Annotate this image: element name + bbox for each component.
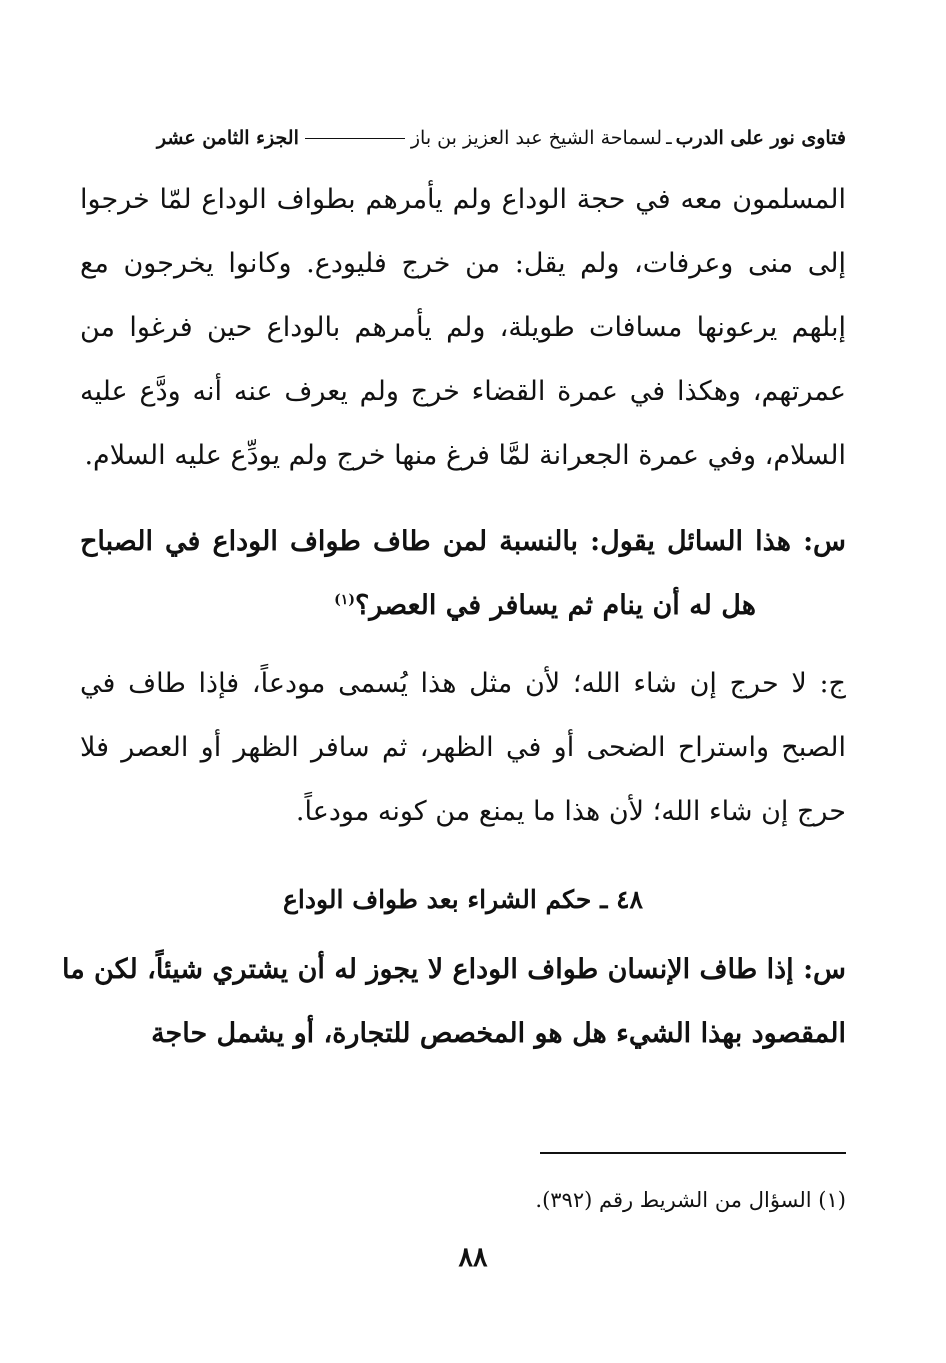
section-heading: ٤٨ ـ حكم الشراء بعد طواف الوداع	[283, 885, 643, 914]
question-line-text: هل له أن ينام ثم يسافر في العصر؟	[354, 590, 756, 621]
paragraph-line: إلى منى وعرفات، ولم يقل: من خرج فليودع. وكانوا يخرجون مع	[80, 248, 846, 279]
header-separator: ـ	[666, 127, 672, 149]
question-line: س: هذا السائل يقول: بالنسبة لمن طاف طواف الوداع في الصباح	[80, 526, 846, 557]
question-line: المقصود بهذا الشيء هل هو المخصص للتجارة، أو يشمل حاجة	[151, 1018, 846, 1049]
page-number: ٨٨	[458, 1242, 488, 1273]
answer-line: الصبح واستراح الضحى أو في الظهر، ثم سافر الظهر أو العصر فلا	[80, 732, 846, 763]
paragraph-line: المسلمون معه في حجة الوداع ولم يأمرهم بطواف الوداع لمّا خرجوا	[80, 184, 846, 215]
question-line: س: إذا طاف الإنسان طواف الوداع لا يجوز له أن يشتري شيئاً، لكن ما	[61, 954, 846, 985]
paragraph-line: السلام، وفي عمرة الجعرانة لمَّا فرغ منها خرج ولم يودِّع عليه السلام.	[84, 440, 846, 471]
book-title: فتاوى نور على الدرب	[675, 127, 846, 149]
header-rule	[305, 138, 405, 139]
paragraph-continuation	[80, 168, 846, 488]
volume-label: الجزء الثامن عشر	[156, 127, 299, 149]
answer-one	[80, 652, 846, 844]
author-name: لسماحة الشيخ عبد العزيز بن باز	[410, 127, 663, 149]
answer-line: ج: لا حرج إن شاء الله؛ لأن مثل هذا يُسمى مودعاً، فإذا طاف في	[80, 668, 846, 699]
footnote-marker: (١)	[334, 592, 355, 608]
paragraph-line: عمرتهم، وهكذا في عمرة القضاء خرج ولم يعرف عنه أنه ودَّع عليه	[80, 376, 846, 407]
question-line	[80, 574, 846, 638]
paragraph-line: إبلهم يرعونها مسافات طويلة، ولم يأمرهم بالوداع حين فرغوا من	[80, 312, 846, 343]
footnote-separator	[540, 1152, 846, 1154]
footnote: (١) السؤال من الشريط رقم (٣٩٢).	[535, 1188, 846, 1212]
answer-line: حرج إن شاء الله؛ لأن هذا ما يمنع من كونه مودعاً.	[295, 796, 846, 827]
question-two	[61, 938, 846, 1066]
running-header	[80, 118, 846, 158]
question-one	[80, 510, 846, 638]
